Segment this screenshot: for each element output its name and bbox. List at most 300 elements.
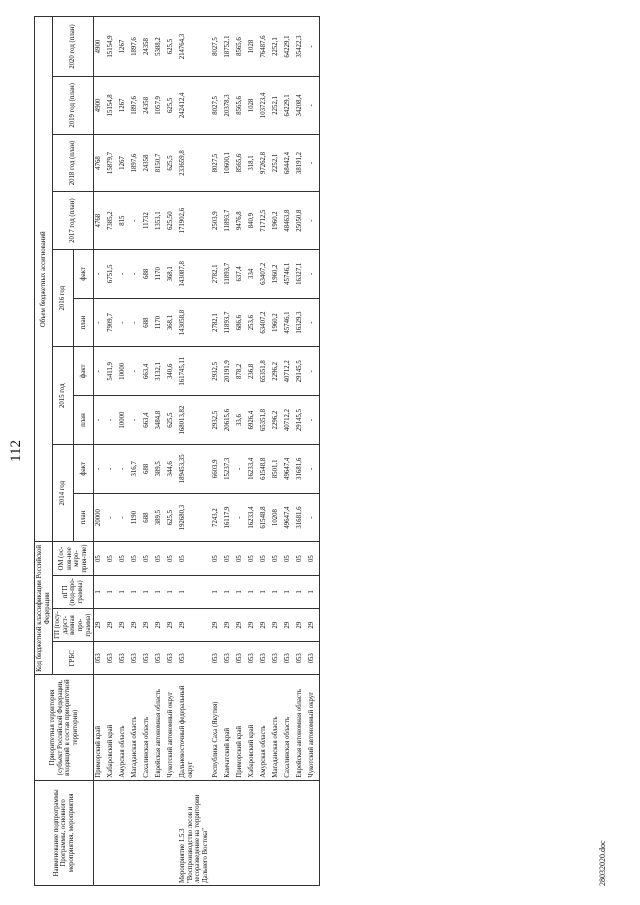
row-gp: 29: [295, 608, 307, 641]
row-value: 625,5: [166, 396, 178, 445]
row-value: 840,9: [247, 192, 259, 250]
table-row: [118, 17, 130, 886]
row-value: -: [130, 249, 142, 298]
row-om: 05: [307, 542, 320, 575]
row-value: 625,5: [166, 134, 178, 192]
table-row: [235, 17, 247, 886]
row-value: 11893,7: [223, 192, 235, 250]
rotated-page: [8, 16, 607, 886]
row-value: 2296,2: [271, 347, 283, 396]
row-value: 1960,2: [271, 298, 283, 347]
row-pgp: 1: [235, 575, 247, 608]
row-gp: 29: [154, 608, 166, 641]
row-value: 4768: [94, 134, 107, 192]
row-value: -: [307, 134, 320, 192]
row-value: 161745,11: [178, 347, 210, 396]
row-value: 16233,4: [247, 444, 259, 493]
row-value: -: [307, 444, 320, 493]
row-territory: Еврейская автономная область: [154, 675, 166, 780]
row-value: 2782,1: [211, 298, 223, 347]
row-value: 33,6: [235, 396, 247, 445]
row-pgp: 1: [118, 575, 130, 608]
row-value: 61548,8: [259, 493, 271, 542]
row-value: 8027,5: [211, 134, 223, 192]
row-territory: Магаданская область: [130, 675, 142, 780]
row-value: 6926,4: [247, 396, 259, 445]
header-2017: 2017 год (план): [53, 192, 94, 250]
header-2014-fact: факт: [73, 444, 94, 493]
row-value: 3484,8: [154, 396, 166, 445]
header-2014-plan: план: [73, 493, 94, 542]
row-name: [259, 780, 271, 885]
row-value: -: [307, 77, 320, 135]
row-value: 1353,1: [154, 192, 166, 250]
row-value: 686,6: [235, 298, 247, 347]
row-grbs: 053: [283, 642, 295, 675]
row-pgp: 1: [307, 575, 320, 608]
row-om: 05: [118, 542, 130, 575]
row-value: 688: [142, 493, 154, 542]
row-value: 10208: [271, 493, 283, 542]
row-value: 2503,9: [211, 192, 223, 250]
row-value: 16329,3: [295, 298, 307, 347]
row-gp: 29: [178, 608, 210, 641]
table-row: [130, 17, 142, 886]
row-territory: Амурская область: [118, 675, 130, 780]
row-value: 688: [142, 249, 154, 298]
row-value: 71712,5: [259, 192, 271, 250]
row-value: 242412,4: [178, 77, 210, 135]
row-value: 11893,7: [223, 249, 235, 298]
row-value: 97262,8: [259, 134, 271, 192]
row-value: 625,50: [166, 192, 178, 250]
row-value: 10000: [118, 396, 130, 445]
row-value: -: [130, 396, 142, 445]
row-value: 63407,2: [259, 298, 271, 347]
row-value: 625,5: [166, 493, 178, 542]
row-gp: 29: [130, 608, 142, 641]
row-value: 7909,7: [106, 298, 118, 347]
row-value: -: [235, 493, 247, 542]
row-territory: Амурская область: [259, 675, 271, 780]
row-grbs: 053: [106, 642, 118, 675]
row-om: 05: [223, 542, 235, 575]
row-name: [211, 780, 223, 885]
row-value: 1170: [154, 249, 166, 298]
row-value: 233659,8: [178, 134, 210, 192]
row-pgp: 1: [130, 575, 142, 608]
row-value: 45746,1: [283, 298, 295, 347]
row-value: 16327,1: [295, 249, 307, 298]
row-value: 1267: [118, 134, 130, 192]
row-value: 8565,6: [235, 77, 247, 135]
row-value: 16233,4: [247, 493, 259, 542]
row-gp: 29: [211, 608, 223, 641]
row-value: 4900: [94, 77, 107, 135]
row-value: -: [307, 493, 320, 542]
row-value: 7385,2: [106, 192, 118, 250]
table-body: [94, 17, 319, 886]
row-value: 688: [142, 298, 154, 347]
row-value: 389,5: [154, 493, 166, 542]
row-value: 625,5: [166, 77, 178, 135]
row-value: 334: [247, 249, 259, 298]
row-grbs: 053: [271, 642, 283, 675]
row-value: 61548,8: [259, 444, 271, 493]
row-value: 5388,2: [154, 17, 166, 77]
row-value: 20000: [94, 493, 107, 542]
row-grbs: 053: [118, 642, 130, 675]
row-pgp: 1: [283, 575, 295, 608]
row-gp: 29: [223, 608, 235, 641]
row-value: 15154,9: [106, 17, 118, 77]
table-row: [106, 17, 118, 886]
row-value: -: [94, 249, 107, 298]
row-grbs: 053: [223, 642, 235, 675]
row-value: 1960,2: [271, 249, 283, 298]
row-grbs: 053: [211, 642, 223, 675]
row-value: 48463,8: [283, 192, 295, 250]
row-value: 64229,1: [283, 77, 295, 135]
row-value: 8150,7: [154, 134, 166, 192]
row-value: 5411,9: [106, 347, 118, 396]
row-territory: Еврейская автономная область: [295, 675, 307, 780]
row-om: 05: [130, 542, 142, 575]
row-name: [142, 780, 154, 885]
row-value: 1267: [118, 77, 130, 135]
row-territory: Хабаровский край: [247, 675, 259, 780]
row-value: 1897,6: [130, 17, 142, 77]
row-value: 16117,9: [223, 493, 235, 542]
row-value: -: [118, 493, 130, 542]
row-pgp: 1: [247, 575, 259, 608]
row-pgp: 1: [142, 575, 154, 608]
header-pgp: пГП (под-про-грамма): [53, 575, 94, 608]
row-name: [94, 780, 107, 885]
row-value: 368,1: [166, 298, 178, 347]
row-value: 189453,35: [178, 444, 210, 493]
row-value: 1170: [154, 298, 166, 347]
row-gp: 29: [283, 608, 295, 641]
table-row: [307, 17, 320, 886]
row-value: 68442,4: [283, 134, 295, 192]
row-value: 389,5: [154, 444, 166, 493]
row-om: 05: [142, 542, 154, 575]
header-2014: 2014 год: [53, 444, 74, 542]
row-pgp: 1: [211, 575, 223, 608]
row-value: 878,2: [235, 347, 247, 396]
row-om: 05: [154, 542, 166, 575]
header-2019: 2019 год (план): [53, 77, 94, 135]
row-value: 1267: [118, 17, 130, 77]
row-value: 20615,6: [223, 396, 235, 445]
row-gp: 29: [142, 608, 154, 641]
row-pgp: 1: [94, 575, 107, 608]
row-grbs: 053: [178, 642, 210, 675]
row-value: -: [307, 192, 320, 250]
row-value: 40712,2: [283, 396, 295, 445]
row-value: -: [307, 17, 320, 77]
table-row: [295, 17, 307, 886]
row-om: 05: [178, 542, 210, 575]
row-value: 6751,5: [106, 249, 118, 298]
row-grbs: 053: [259, 642, 271, 675]
header-territory: Приоритетная территория (субъект Российской Федерации, входящий в состав приоритетной территории): [35, 675, 94, 780]
row-value: -: [235, 444, 247, 493]
row-name: [271, 780, 283, 885]
row-value: 24358: [142, 77, 154, 135]
row-value: 168013,82: [178, 396, 210, 445]
row-om: 05: [211, 542, 223, 575]
row-value: 34208,4: [295, 77, 307, 135]
row-value: 2252,1: [271, 77, 283, 135]
row-value: 1960,2: [271, 192, 283, 250]
row-value: -: [94, 396, 107, 445]
row-value: 65351,8: [259, 347, 271, 396]
row-om: 05: [283, 542, 295, 575]
row-value: 20191,9: [223, 347, 235, 396]
row-grbs: 053: [142, 642, 154, 675]
table-row: [211, 17, 223, 886]
row-pgp: 1: [259, 575, 271, 608]
row-territory: Камчатский край: [223, 675, 235, 780]
row-value: 236,8: [247, 347, 259, 396]
budget-table: [34, 16, 320, 886]
row-value: -: [130, 347, 142, 396]
table-row: [223, 17, 235, 886]
row-name: [154, 780, 166, 885]
header-2015-plan: план: [73, 396, 94, 445]
row-value: 8501,1: [271, 444, 283, 493]
row-territory: Приморский край: [235, 675, 247, 780]
row-value: 2252,1: [271, 17, 283, 77]
row-om: 05: [271, 542, 283, 575]
row-territory: Чукотский автономный округ: [166, 675, 178, 780]
row-value: 20378,3: [223, 77, 235, 135]
row-value: 637,4: [235, 249, 247, 298]
row-value: 1190: [130, 493, 142, 542]
row-value: 625,5: [166, 17, 178, 77]
row-gp: 29: [235, 608, 247, 641]
row-value: 45746,1: [283, 249, 295, 298]
row-value: 1028: [247, 17, 259, 77]
header-classification: Код бюджетной классификации Российской Федерации: [35, 542, 53, 675]
row-om: 05: [235, 542, 247, 575]
row-grbs: 053: [295, 642, 307, 675]
row-value: 192680,3: [178, 493, 210, 542]
row-name: [283, 780, 295, 885]
row-value: 76487,6: [259, 17, 271, 77]
row-value: -: [94, 444, 107, 493]
row-territory: Приморский край: [94, 675, 107, 780]
row-value: -: [118, 298, 130, 347]
table-row: [178, 17, 210, 886]
row-grbs: 053: [130, 642, 142, 675]
row-value: 103723,4: [259, 77, 271, 135]
row-pgp: 1: [271, 575, 283, 608]
row-gp: 29: [271, 608, 283, 641]
row-value: 2932,5: [211, 347, 223, 396]
table-row: [247, 17, 259, 886]
row-grbs: 053: [235, 642, 247, 675]
row-name: [118, 780, 130, 885]
header-om: ОМ (ос-нов-ное меро-прия-тие): [53, 542, 94, 575]
row-value: 31681,6: [295, 444, 307, 493]
row-value: 8027,5: [211, 17, 223, 77]
row-value: 8565,6: [235, 134, 247, 192]
row-value: 344,6: [166, 444, 178, 493]
row-value: 24358: [142, 134, 154, 192]
row-value: 2252,1: [271, 134, 283, 192]
row-value: 11893,7: [223, 298, 235, 347]
footer-filename: 28032020.doc: [598, 840, 607, 886]
row-value: 49647,4: [283, 493, 295, 542]
row-value: 9476,8: [235, 192, 247, 250]
row-value: 663,4: [142, 396, 154, 445]
row-territory: Сахалинская область: [142, 675, 154, 780]
row-value: -: [307, 396, 320, 445]
row-value: -: [94, 347, 107, 396]
header-volume: Объем бюджетных ассигнований: [35, 17, 53, 542]
row-name: [166, 780, 178, 885]
row-name: [235, 780, 247, 885]
header-2018: 2018 год (план): [53, 134, 94, 192]
row-territory: Республика Саха (Якутия): [211, 675, 223, 780]
row-gp: 29: [259, 608, 271, 641]
header-2015-fact: факт: [73, 347, 94, 396]
row-value: -: [106, 444, 118, 493]
row-value: -: [307, 298, 320, 347]
row-value: 171902,6: [178, 192, 210, 250]
row-territory: Чукотский автономный округ: [307, 675, 320, 780]
row-value: 49647,4: [283, 444, 295, 493]
row-pgp: 1: [154, 575, 166, 608]
row-name: [223, 780, 235, 885]
header-grbs: ГРБС: [53, 642, 94, 675]
row-value: 368,1: [166, 249, 178, 298]
row-grbs: 053: [166, 642, 178, 675]
row-name: [106, 780, 118, 885]
row-value: 3132,1: [154, 347, 166, 396]
row-value: 1028: [247, 77, 259, 135]
row-value: 11732: [142, 192, 154, 250]
row-value: 15879,7: [106, 134, 118, 192]
row-value: -: [118, 249, 130, 298]
row-value: 214764,3: [178, 17, 210, 77]
row-value: 4900: [94, 17, 107, 77]
row-gp: 29: [94, 608, 107, 641]
row-value: 24358: [142, 17, 154, 77]
row-gp: 29: [118, 608, 130, 641]
row-grbs: 053: [94, 642, 107, 675]
row-gp: 29: [307, 608, 320, 641]
header-name: Наименование подпрограммы Программы, основного мероприятия, мероприятия: [35, 780, 94, 885]
row-territory: Хабаровский край: [106, 675, 118, 780]
row-value: 2782,1: [211, 249, 223, 298]
row-value: 15154,8: [106, 77, 118, 135]
row-value: 31681,6: [295, 493, 307, 542]
row-om: 05: [166, 542, 178, 575]
row-value: 143058,8: [178, 298, 210, 347]
row-om: 05: [247, 542, 259, 575]
row-name: Мероприятие 1.5.3 "Воспроизводство лесов и лесоразведение на территории Дальнего Востока": [178, 780, 210, 885]
header-2020: 2020 год (план): [53, 17, 94, 77]
row-om: 05: [94, 542, 107, 575]
row-value: -: [130, 298, 142, 347]
row-value: 8027,5: [211, 77, 223, 135]
row-value: 18752,1: [223, 17, 235, 77]
row-territory: Магаданская область: [271, 675, 283, 780]
row-territory: Сахалинская область: [283, 675, 295, 780]
row-pgp: 1: [178, 575, 210, 608]
row-value: 35422,3: [295, 17, 307, 77]
row-gp: 29: [106, 608, 118, 641]
header-2016-fact: факт: [73, 249, 94, 298]
row-name: [307, 780, 320, 885]
row-value: 4768: [94, 192, 107, 250]
row-value: -: [307, 347, 320, 396]
table-row: [283, 17, 295, 886]
row-pgp: 1: [106, 575, 118, 608]
row-value: -: [106, 396, 118, 445]
row-name: [130, 780, 142, 885]
row-value: 10000: [118, 347, 130, 396]
row-value: 1897,6: [130, 134, 142, 192]
row-gp: 29: [247, 608, 259, 641]
row-territory: Дальневосточный федеральный округ: [178, 675, 210, 780]
row-value: 1897,6: [130, 77, 142, 135]
header-gp: ГП (госу-дарст-венная про-грамма): [53, 608, 94, 641]
page-number: 112: [8, 440, 24, 462]
row-grbs: 053: [154, 642, 166, 675]
row-value: -: [130, 192, 142, 250]
row-pgp: 1: [223, 575, 235, 608]
row-name: [247, 780, 259, 885]
row-gp: 29: [166, 608, 178, 641]
row-value: 38191,2: [295, 134, 307, 192]
row-grbs: 053: [247, 642, 259, 675]
row-value: 25050,8: [295, 192, 307, 250]
row-value: 8565,6: [235, 17, 247, 77]
table-row: [166, 17, 178, 886]
row-value: 663,4: [142, 347, 154, 396]
row-om: 05: [295, 542, 307, 575]
row-value: 688: [142, 444, 154, 493]
row-value: -: [106, 493, 118, 542]
row-value: 40712,2: [283, 347, 295, 396]
header-2016: 2016 год: [53, 249, 74, 347]
header-2015: 2015 год: [53, 347, 74, 445]
row-value: 815: [118, 192, 130, 250]
table-row: [142, 17, 154, 886]
row-value: 318,1: [247, 134, 259, 192]
row-value: 316,7: [130, 444, 142, 493]
row-value: -: [94, 298, 107, 347]
row-value: 10600,1: [223, 134, 235, 192]
row-value: 29145,5: [295, 347, 307, 396]
row-value: -: [307, 249, 320, 298]
row-value: 1057,9: [154, 77, 166, 135]
row-om: 05: [106, 542, 118, 575]
table-row: [94, 17, 107, 886]
row-value: 253,6: [247, 298, 259, 347]
row-value: 64229,1: [283, 17, 295, 77]
row-value: 2296,2: [271, 396, 283, 445]
row-value: 65351,8: [259, 396, 271, 445]
row-value: 15237,3: [223, 444, 235, 493]
table-row: [259, 17, 271, 886]
row-value: 29145,5: [295, 396, 307, 445]
